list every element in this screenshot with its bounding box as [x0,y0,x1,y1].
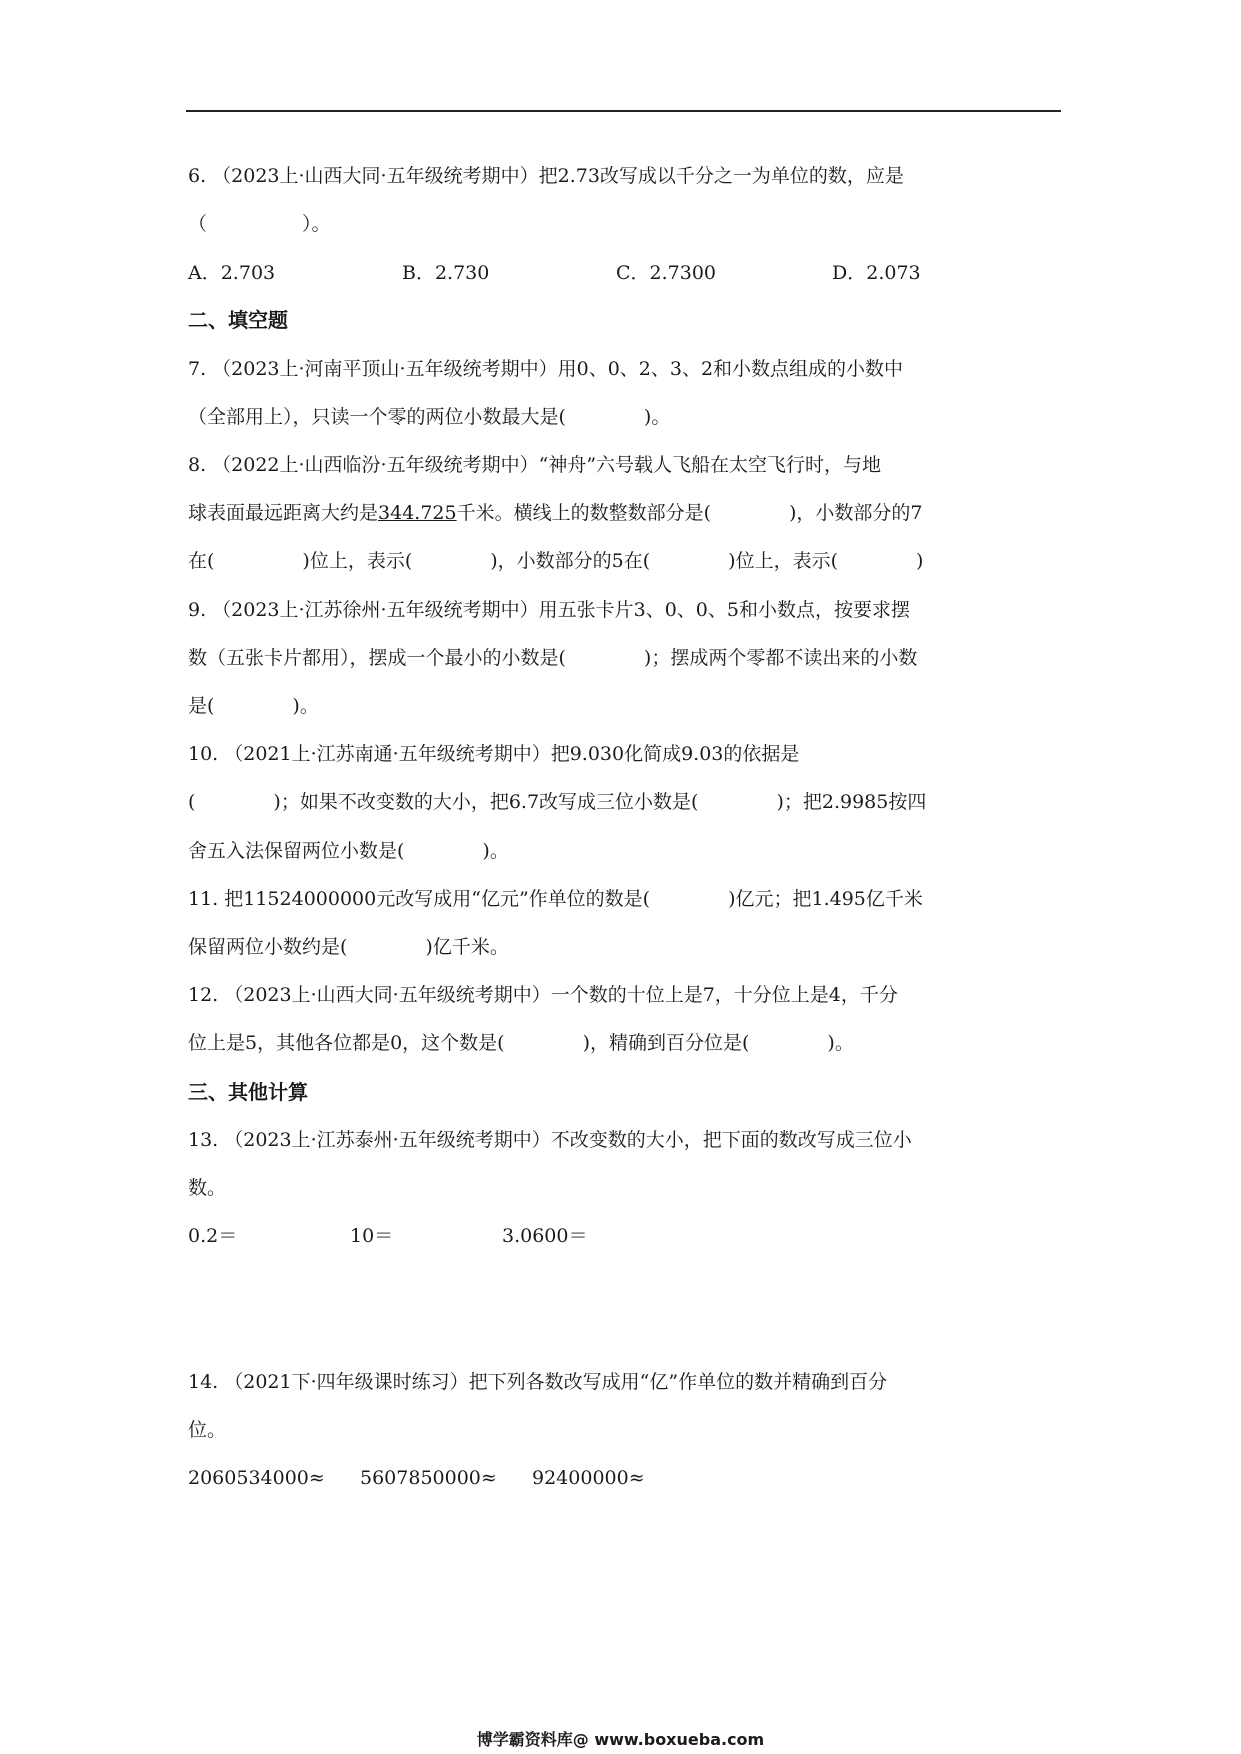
q8-line3: 在( )位上，表示( )，小数部分的5在( )位上，表示( ) [188,550,924,572]
q6-option-b: B．2.730 [402,262,490,284]
section-fill-blank-heading: 二、填空题 [188,308,288,332]
q9-line2: 数（五张卡片都用），摆成一个最小的小数是( )；摆成两个零都不读出来的小数 [188,647,918,669]
q8-line1: 8. （2022上·山西临汾·五年级统考期中）“神舟”六号载人飞船在太空飞行时，与地 [188,454,882,476]
q13-line2: 数。 [188,1177,227,1199]
q7-line1: 7. （2023上·河南平顶山·五年级统考期中）用0、0、2、3、2和小数点组成的小数中 [188,358,904,380]
footer-watermark: 博学霸资料库@ www.boxueba.com [476,1730,765,1749]
q14-item-3: 92400000≈ [532,1467,645,1489]
q13-item-3: 3.0600＝ [502,1225,588,1247]
q13-item-1: 0.2＝ [188,1225,238,1247]
q12-line1: 12. （2023上·山西大同·五年级统考期中）一个数的十位上是7，十分位上是4，千分 [188,984,898,1006]
q14-line1: 14. （2021下·四年级课时练习）把下列各数改写成用“亿”作单位的数并精确到百分 [188,1371,888,1393]
q14-item-1: 2060534000≈ [188,1467,325,1489]
q6-line1: 6. （2023上·山西大同·五年级统考期中）把2.73改写成以千分之一为单位的数，应是 [188,165,904,187]
q13-line1: 13. （2023上·江苏泰州·五年级统考期中）不改变数的大小，把下面的数改写成三位小 [188,1129,912,1151]
q14-line2: 位。 [188,1419,227,1441]
underlined-number: 344.725 [378,502,457,524]
q12-line2: 位上是5，其他各位都是0，这个数是( )，精确到百分位是( )。 [188,1032,854,1054]
q9-line1: 9. （2023上·江苏徐州·五年级统考期中）用五张卡片3、0、0、5和小数点，按要求摆 [188,599,910,621]
q6-option-c: C．2.7300 [616,262,717,284]
q13-item-2: 10＝ [350,1225,394,1247]
q6-line2: （ ）。 [188,213,331,235]
q6-option-d: D．2.073 [832,262,921,284]
q8-line2: 球表面最远距离大约是344.725千米。横线上的数整数部分是( )，小数部分的7 [188,502,923,524]
q7-line2: （全部用上），只读一个零的两位小数最大是( )。 [188,406,671,428]
q11-line2: 保留两位小数约是( )亿千米。 [188,936,509,958]
q6-option-a: A．2.703 [188,262,276,284]
header-rule [186,110,1061,112]
q11-line1: 11. 把11524000000元改写成用“亿元”作单位的数是( )亿元；把1.495亿千米 [188,888,923,910]
q10-line1: 10. （2021上·江苏南通·五年级统考期中）把9.030化简成9.03的依据是 [188,743,800,765]
section-other-calc-heading: 三、其他计算 [188,1080,308,1104]
q9-line3: 是( )。 [188,695,319,717]
q14-item-2: 5607850000≈ [360,1467,497,1489]
q10-line2: ( )；如果不改变数的大小，把6.7改写成三位小数是( )；把2.9985按四 [188,791,927,813]
q10-line3: 舍五入法保留两位小数是( )。 [188,840,509,862]
